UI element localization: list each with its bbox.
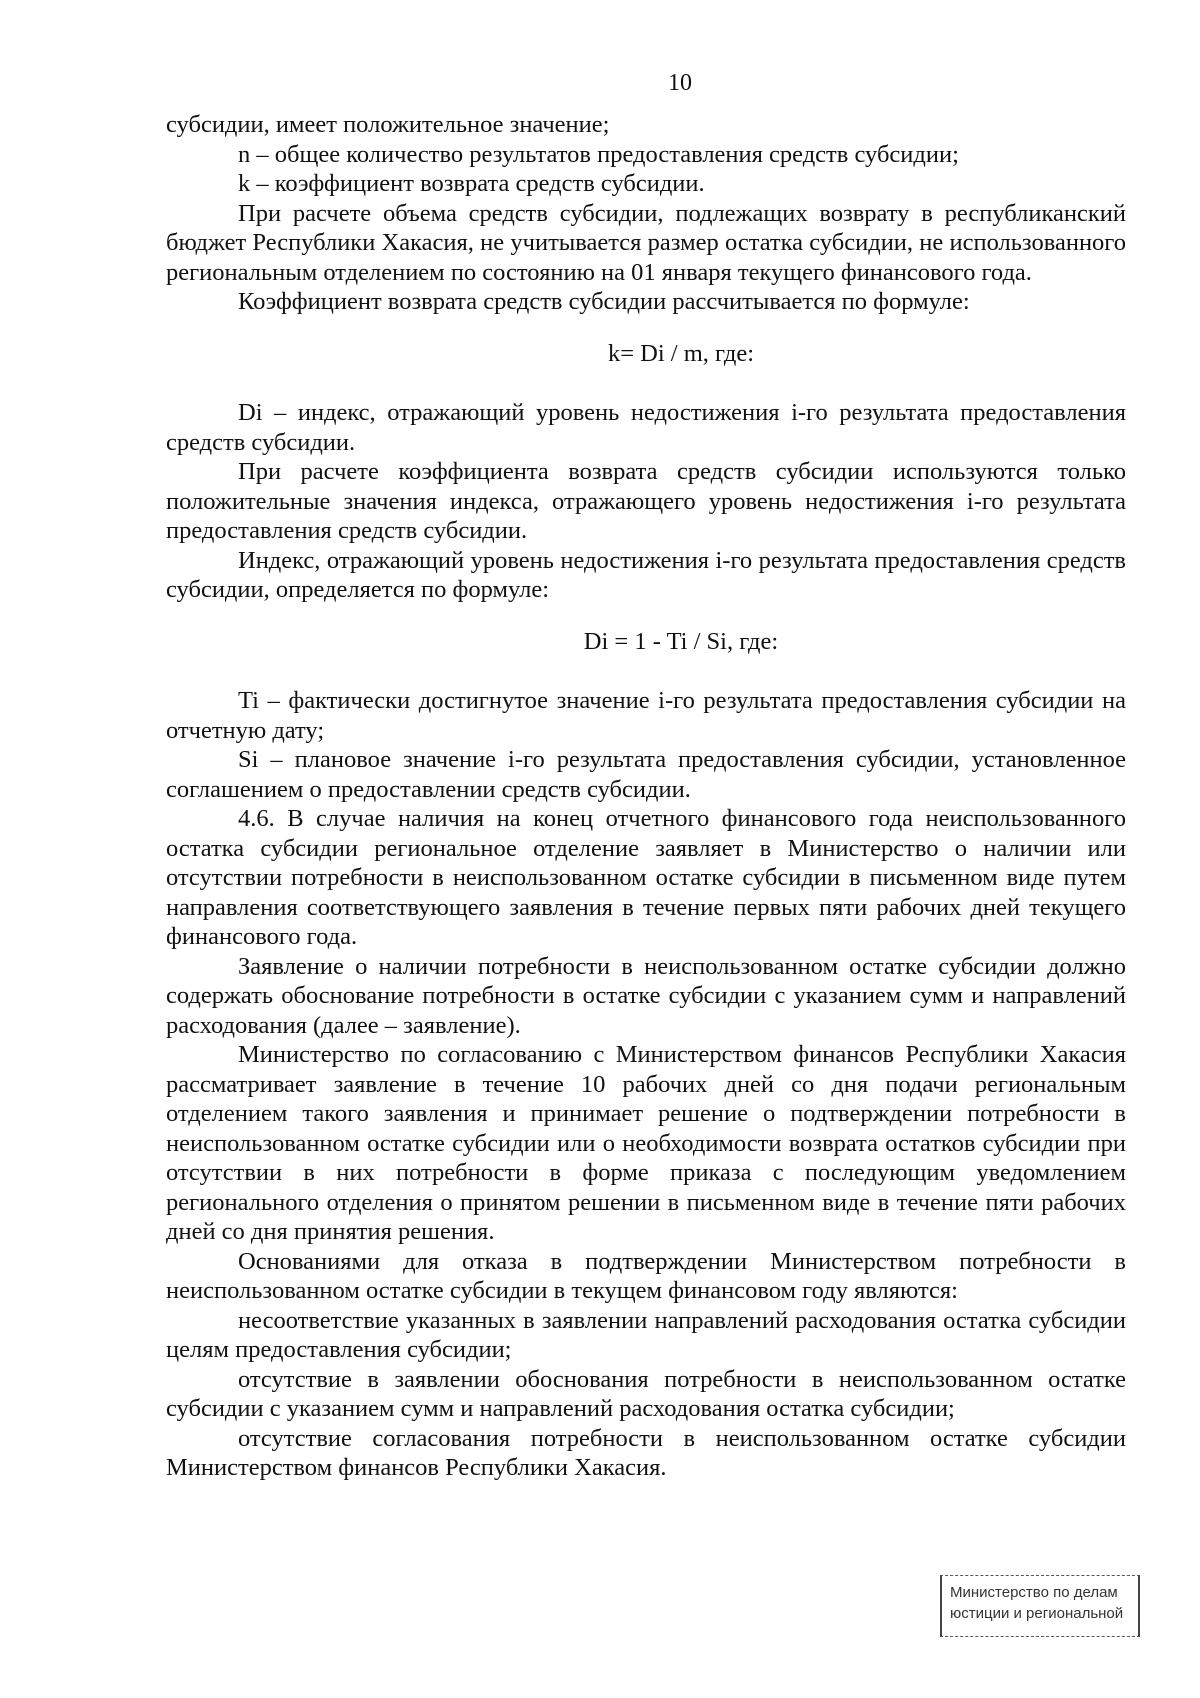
stamp-line: Министерство по делам	[950, 1584, 1118, 1601]
paragraph: Заявление о наличии потребности в неиспользованном остатке субсидии должно содержать обоснование потребности в остатке субсидии с указанием сумм и направлений расходования (далее – заявление).	[166, 952, 1126, 1039]
paragraph: Индекс, отражающий уровень недостижения i-го результата предоставления средств субсидии, определяется по формуле:	[166, 546, 1126, 603]
paragraph: отсутствие согласования потребности в неиспользованном остатке субсидии Министерством финансов Республики Хакасия.	[166, 1424, 1126, 1481]
paragraph: Коэффициент возврата средств субсидии рассчитывается по формуле:	[238, 288, 970, 315]
paragraph: При расчете коэффициента возврата средств субсидии используются только положительные значения индекса, отражающего уровень недостижения i-го результата предоставления средств субсидии.	[166, 458, 1126, 544]
paragraph: n – общее количество результатов предоставления средств субсидии;	[238, 140, 959, 168]
paragraph: Ti – фактически достигнутое значение i-го результата предоставления субсидии на отчетную дату;	[166, 687, 1126, 744]
page-number: 10	[668, 70, 692, 96]
ministry-stamp	[940, 1575, 1140, 1637]
paragraph: субсидии, имеет положительное значение;	[166, 111, 610, 138]
paragraph: Основаниями для отказа в подтверждении Министерством потребности в неиспользованном остатке субсидии в текущем финансовом году являются:	[166, 1247, 1126, 1304]
paragraph: Si – плановое значение i-го результата предоставления субсидии, установленное соглашением о предоставлении средств субсидии.	[166, 746, 1126, 803]
paragraph: 4.6. В случае наличия на конец отчетного финансового года неиспользованного остатка субсидии региональное отделение заявляет в Министерство о наличии или отсутствии потребности в неиспользованном остатке субсидии в письменном виде путем направления соответствующего заявления в течение первых пяти рабочих дней текущего финансового года.	[166, 805, 1126, 950]
paragraph: Di – индекс, отражающий уровень недостижения i-го результата предоставления средств субсидии.	[166, 399, 1126, 456]
paragraph: несоответствие указанных в заявлении направлений расходования остатка субсидии целям предоставления субсидии;	[166, 1306, 1126, 1363]
paragraph: k – коэффициент возврата средств субсидии.	[238, 170, 705, 197]
document-body	[166, 110, 1126, 1483]
paragraph: отсутствие в заявлении обоснования потребности в неиспользованном остатке субсидии с указанием сумм и направлений расходования остатка субсидии;	[166, 1365, 1126, 1422]
stamp-line: юстиции и региональной	[950, 1605, 1124, 1622]
paragraph: Министерство по согласованию с Министерством финансов Республики Хакасия рассматривает заявление в течение 10 рабочих дней со дня подачи региональным отделением такого заявления и принимает решение о подтверждении потребности в неиспользованном остатке субсидии или о необходимости возврата остатков субсидии при отсутствии в них потребности в форме приказа с последующим уведомлением регионального отделения о принятом решении в письменном виде в течение пяти рабочих дней со дня принятия решения.	[166, 1041, 1126, 1245]
formula: k= Di / m, где:	[607, 339, 755, 367]
formula: Di = 1 - Ti / Si, где:	[583, 627, 779, 655]
paragraph: При расчете объема средств субсидии, подлежащих возврату в республиканский бюджет Республики Хакасия, не учитывается размер остатка субсидии, не использованного региональным отделением по состоянию на 01 января текущего финансового года.	[166, 199, 1126, 286]
